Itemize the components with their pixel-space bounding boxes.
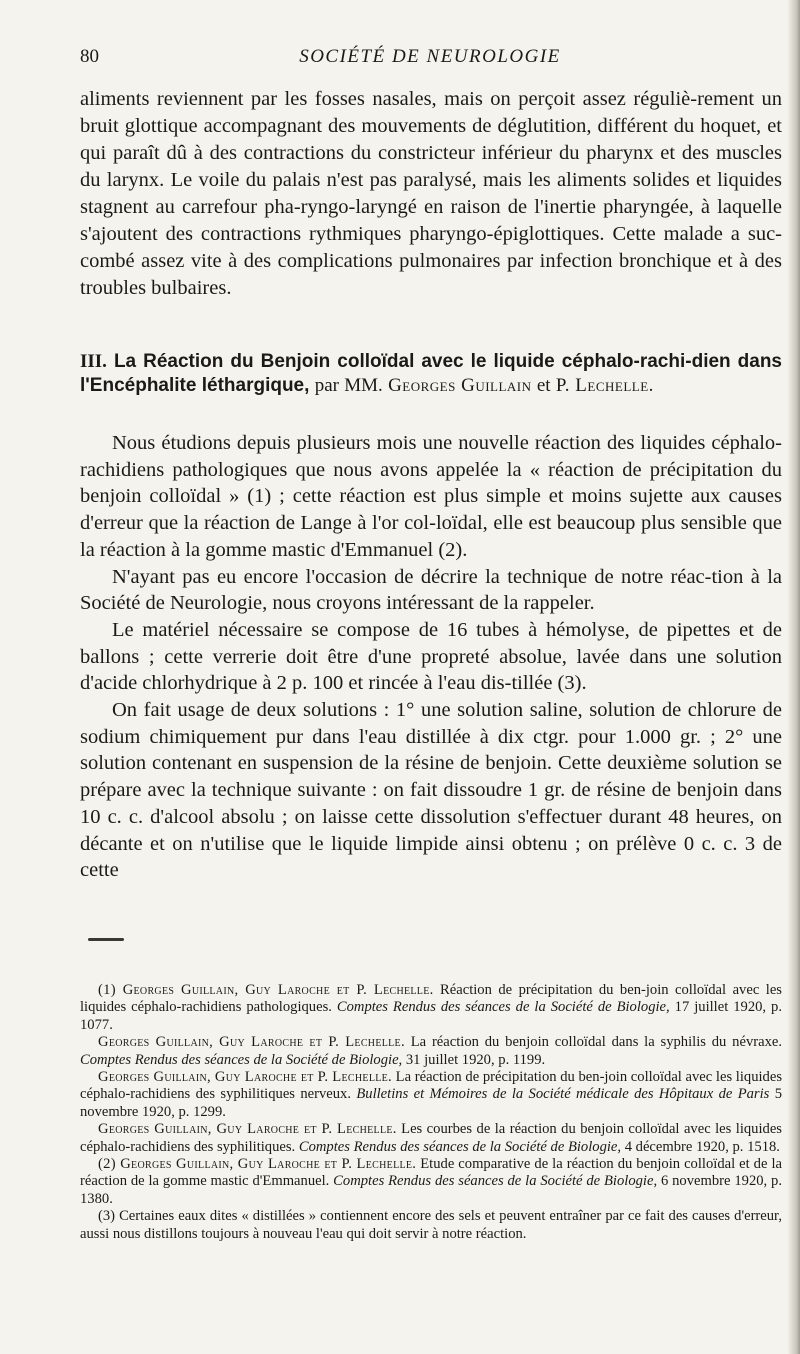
footnote: [80, 1034, 782, 1069]
footnote-text: (3) Certaines eaux dites « distillées » contiennent encore des sels et peuvent entraîner par ce fait des causes d'erreur, aussi nous distillons toujours à nouveau l'eau qui doit servir à notre réaction.: [80, 1208, 782, 1242]
footnote-text: Réaction de précipitation du ben-join colloïdal avec les liquides céphalo-rachidiens pathologiques.: [80, 982, 782, 1016]
paragraph-4: On fait usage de deux solutions : 1° une solution saline, solution de chlorure de sodium chimiquement pur dans l'eau distillée à dix ctgr. pour 1.000 gr. ; 2° une solution contenant en suspension de la résine de benjoin. Cette deuxième solution se prépare avec la technique suivante : on fait dissoudre 1 gr. de résine de benjoin dans 10 c. c. d'alcool absolu ; on laisse cette dissolution s'effectuer durant 48 heures, on décante et on n'utilise que le liquide limpide ainsi obtenu ; on prélève 0 c. c. 3 de cette: [80, 699, 782, 882]
intro-paragraph: aliments reviennent par les fosses nasales, mais on perçoit assez réguliè-rement un bruit glottique accompagnant des mouvements de déglutition, différent du hoquet, et qui paraît dû à des contractions du constricteur inférieur du pharynx et des muscles du larynx. Le voile du palais n'est pas paralysé, mais les aliments solides et liquides stagnent au carrefour pha-ryngo-laryngé en raison de l'inertie pharyngée, à laquelle s'ajoutent des contractions rythmiques pharyngo-épiglottiques. Cette malade a suc-combé assez vite à des complications pulmonaires par infection bronchique et à des troubles bulbaires.: [80, 88, 782, 299]
footnote-authors: Georges Guillain, Guy Laroche et P. Lechelle.: [98, 1069, 393, 1086]
footnote-tail: 31 juillet 1920, p. 1199.: [402, 1051, 546, 1068]
footnote: [80, 1208, 782, 1243]
footnote: [80, 1121, 782, 1156]
section-title: La Réaction du Benjoin colloïdal avec le liquide céphalo-rachi-dien dans l'Encéphalite léthargique,: [80, 351, 783, 396]
footnote-tail: 4 décembre 1920, p. 1518.: [621, 1138, 780, 1155]
footnote-tail: 17 juillet 1920, p. 1077.: [80, 999, 782, 1033]
footnote-authors: (1) Georges Guillain, Guy Laroche et P. Lechelle.: [98, 982, 434, 998]
footnote-text: La réaction de précipitation du ben-join colloïdal avec les liquides céphalo-rachidiens des syphilitiques nerveux.: [80, 1069, 783, 1103]
footnote-journal: Comptes Rendus des séances de la Société de Biologie,: [333, 1173, 658, 1190]
footnotes: [80, 982, 782, 1243]
section-number: III.: [80, 351, 107, 372]
running-head: SOCIÉTÉ DE NEUROLOGIE: [299, 46, 561, 67]
section-and: et: [536, 375, 551, 396]
section-by: par: [314, 375, 339, 396]
paragraph-3: Le matériel nécessaire se compose de 16 tubes à hémolyse, de pipettes et de ballons ; cette verrerie doit être d'une propreté absolue, lavée dans une solution d'acide chlorhydrique à 2 p. 100 et rincée à l'eau dis-tillée (3).: [80, 618, 782, 695]
intro-paragraph-block: [80, 86, 782, 302]
footnote: [80, 1156, 782, 1208]
section-mm: MM.: [344, 375, 383, 396]
footnote-journal: Comptes Rendus des séances de la Société de Biologie,: [336, 999, 670, 1016]
paragraph-2: N'ayant pas eu encore l'occasion de décrire la technique de notre réac-tion à la Société de Neurologie, nous croyons intéressant de la rappeler.: [80, 565, 782, 615]
page-edge-shadow: [788, 0, 800, 1354]
section-author-1: Georges Guillain: [388, 375, 532, 396]
section-author-2: P. Lechelle.: [555, 375, 654, 396]
page-number: 80: [80, 46, 99, 67]
footnote-text: La réaction du benjoin colloïdal dans la syphilis du névraxe.: [404, 1034, 782, 1051]
ink-smudge: [88, 938, 124, 941]
footnote: [80, 1069, 782, 1121]
footnote-journal: Bulletins et Mémoires de la Société médicale des Hôpitaux de Paris: [356, 1086, 770, 1103]
page-header: [80, 46, 780, 76]
footnote-authors: Georges Guillain, Guy Laroche et P. Lechelle.: [98, 1121, 397, 1138]
footnote-tail: 5 novembre 1920, p. 1299.: [80, 1086, 782, 1120]
footnote-tail: 6 novembre 1920, p. 1380.: [80, 1173, 783, 1207]
footnote-text: Les courbes de la réaction du benjoin colloïdal avec les liquides céphalo-rachidiens des syphilitiques.: [80, 1121, 782, 1155]
footnote-authors: Georges Guillain, Guy Laroche et P. Lechelle.: [98, 1034, 405, 1051]
article-body: [80, 430, 782, 884]
footnote-journal: Comptes Rendus des séances de la Société de Biologie,: [80, 1051, 403, 1068]
footnote-text: Etude comparative de la réaction du benjoin colloïdal et de la réaction de la gomme mastic d'Emmanuel.: [80, 1156, 782, 1190]
section-heading: [80, 350, 782, 398]
footnote-journal: Comptes Rendus des séances de la Société de Biologie,: [298, 1138, 622, 1155]
paragraph-1: Nous étudions depuis plusieurs mois une nouvelle réaction des liquides céphalo-rachidiens pathologiques que nous avons appelée la « réaction de précipitation du benjoin colloïdal » (1) ; cette réaction est plus simple et moins sujette aux causes d'erreur que la réaction de Lange à l'or col-loïdal, elle est beaucoup plus sensible que la réaction à la gomme mastic d'Emmanuel (2).: [80, 432, 782, 561]
footnote-authors: (2) Georges Guillain, Guy Laroche et P. Lechelle.: [98, 1156, 417, 1173]
footnote: [80, 982, 782, 1034]
